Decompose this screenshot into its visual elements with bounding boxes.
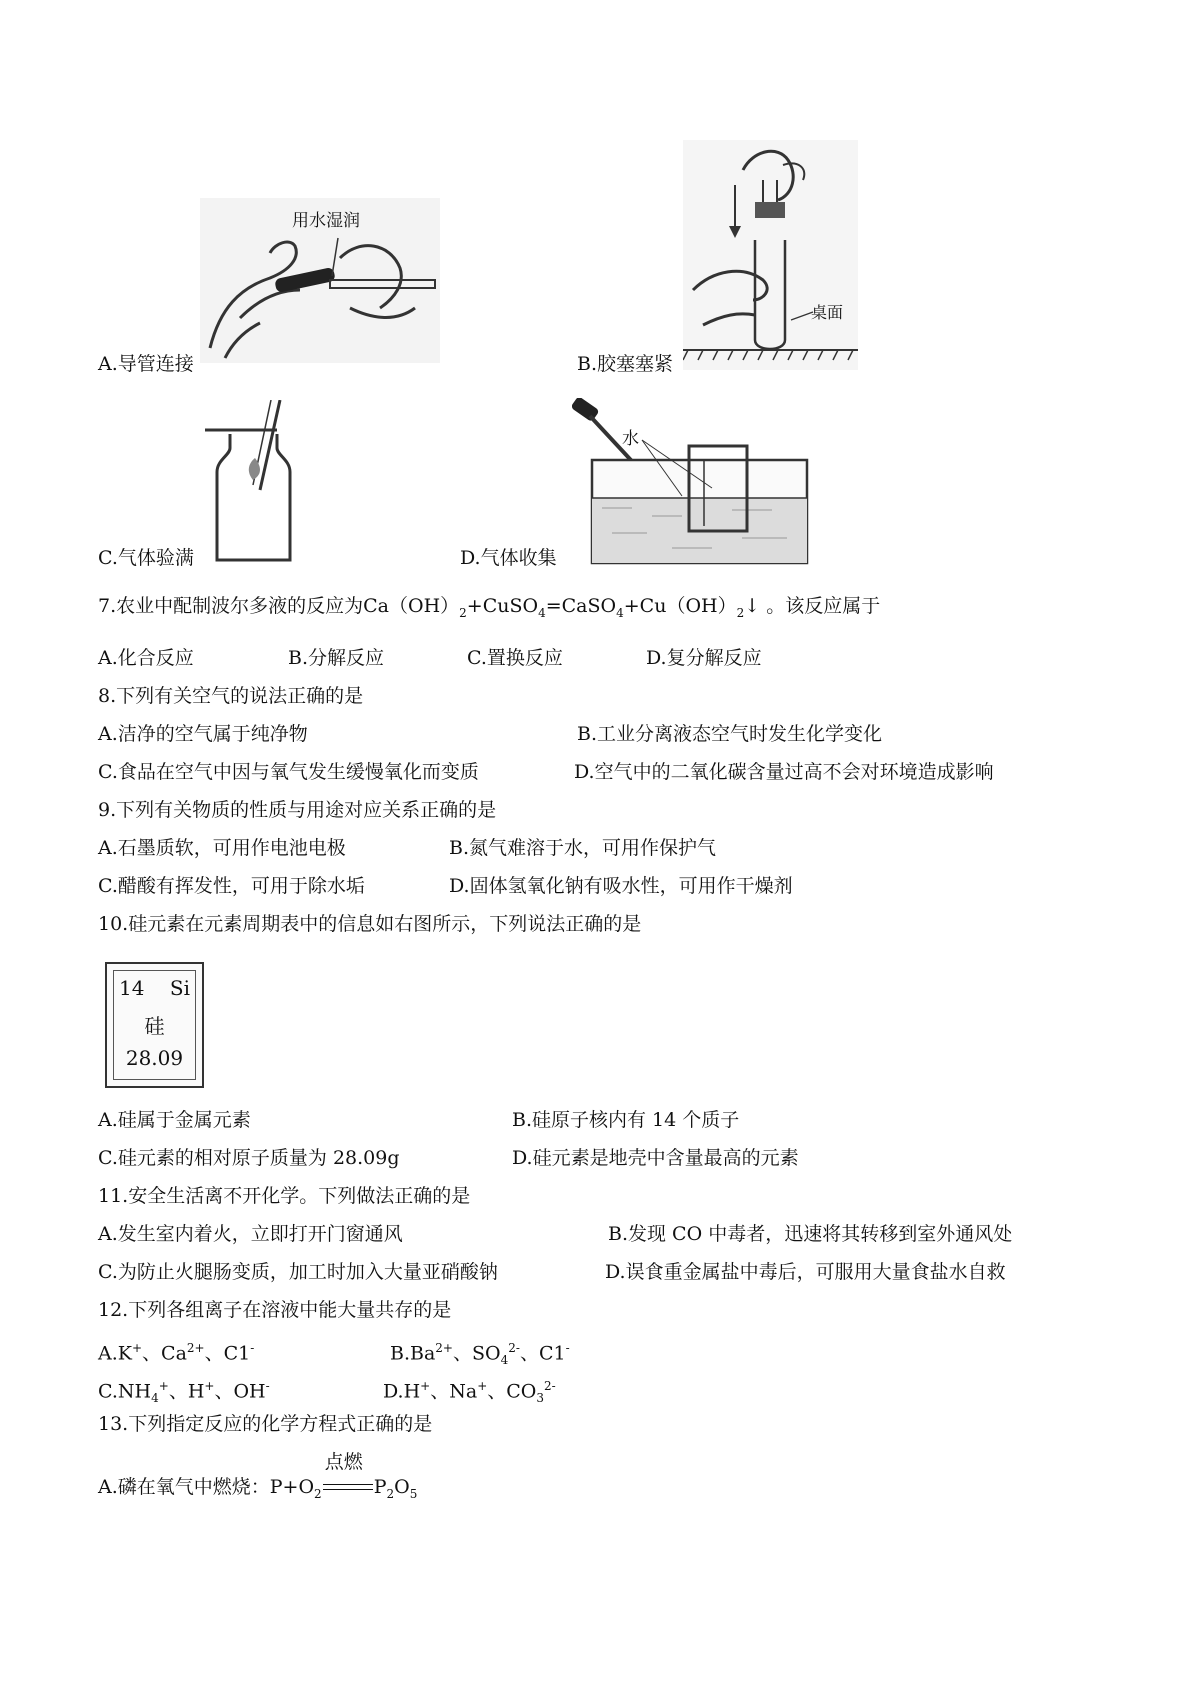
element-symbol: Si xyxy=(169,976,190,1000)
option-10d: D.硅元素是地壳中含量最高的元素 xyxy=(512,1147,799,1169)
atomic-mass: 28.09 xyxy=(125,1046,184,1070)
option-12d: D.H+、Na+、$CO_3^{2-}$ xyxy=(383,1379,556,1406)
question-12-stem: 12.下列各组离子在溶液中能大量共存的是 xyxy=(98,1299,452,1321)
question-10-stem: 10.硅元素在元素周期表中的信息如右图所示，下列说法正确的是 xyxy=(98,913,642,935)
option-9a: A.石墨质软，可用作电池电极 xyxy=(98,837,346,859)
option-11b: B.发现 CO 中毒者，迅速将其转移到室外通风处 xyxy=(608,1223,1013,1245)
figure-stopper-insertion xyxy=(683,140,858,370)
option-11d: D.误食重金属盐中毒后，可服用大量食盐水自救 xyxy=(605,1261,1006,1283)
option-6a: A.导管连接 xyxy=(98,353,194,375)
option-10c: C.硅元素的相对原子质量为 28.09g xyxy=(98,1147,400,1169)
option-6c: C.气体验满 xyxy=(98,547,194,569)
option-11c: C.为防止火腿肠变质，加工时加入大量亚硝酸钠 xyxy=(98,1261,498,1283)
option-10a: A.硅属于金属元素 xyxy=(98,1109,251,1131)
option-9c: C.醋酸有挥发性，可用于除水垢 xyxy=(98,875,365,897)
option-6d: D.气体收集 xyxy=(460,547,557,569)
option-8b: B.工业分离液态空气时发生化学变化 xyxy=(577,723,883,745)
periodic-table-tile xyxy=(105,962,204,1088)
figure-gas-full-test xyxy=(205,400,305,565)
reaction-condition: 点燃 xyxy=(324,1451,363,1473)
option-6b: B.胶塞塞紧 xyxy=(577,353,674,375)
option-12b: $B.Ba^{2+}$、$SO_4^{2-}$、C1- xyxy=(390,1341,570,1368)
option-10b: B.硅原子核内有 14 个质子 xyxy=(512,1109,740,1131)
figure-label-wet: 用水湿润 xyxy=(292,211,360,231)
question-8-stem: 8.下列有关空气的说法正确的是 xyxy=(98,685,364,707)
option-8c: C.食品在空气中因与氧气发生缓慢氧化而变质 xyxy=(98,761,479,783)
figure-label-table: 桌面 xyxy=(811,303,844,322)
option-7c: C.置换反应 xyxy=(467,647,563,669)
option-7b: B.分解反应 xyxy=(288,647,385,669)
option-12a: A.K+、$Ca^{2+}$、C1- xyxy=(98,1341,255,1365)
question-13-stem: 13.下列指定反应的化学方程式正确的是 xyxy=(98,1413,433,1435)
option-13a: A.磷在氧气中燃烧：$P+O_2$ 点燃 $P_2O_5$ xyxy=(98,1451,418,1501)
option-7a: A.化合反应 xyxy=(98,647,194,669)
question-7-stem: 7.农业中配制波尔多液的反应为$Ca(OH)_2+CuSO_4=CaSO_4+Cu(OH)_2↓$ 。该反应属于 xyxy=(98,595,881,620)
option-8d: D.空气中的二氧化碳含量过高不会对环境造成影响 xyxy=(574,761,994,783)
question-11-stem: 11.安全生活离不开化学。下列做法正确的是 xyxy=(98,1185,471,1207)
option-8a: A.洁净的空气属于纯净物 xyxy=(98,723,308,745)
figure-tube-connection xyxy=(200,198,440,363)
option-11a: A.发生室内着火，立即打开门窗通风 xyxy=(98,1223,403,1245)
atomic-number: 14 xyxy=(119,976,145,1000)
element-name: 硅 xyxy=(144,1014,165,1038)
option-12c: $C.NH_4^+$、H+、OH- xyxy=(98,1379,270,1406)
figure-label-water: 水 xyxy=(622,429,639,449)
figure-gas-collection xyxy=(572,398,817,566)
option-9b: B.氮气难溶于水，可用作保护气 xyxy=(449,837,717,859)
option-9d: D.固体氢氧化钠有吸水性，可用作干燥剂 xyxy=(449,875,793,897)
option-7d: D.复分解反应 xyxy=(646,647,762,669)
question-9-stem: 9.下列有关物质的性质与用途对应关系正确的是 xyxy=(98,799,497,821)
equation-arrow xyxy=(323,1451,373,1498)
